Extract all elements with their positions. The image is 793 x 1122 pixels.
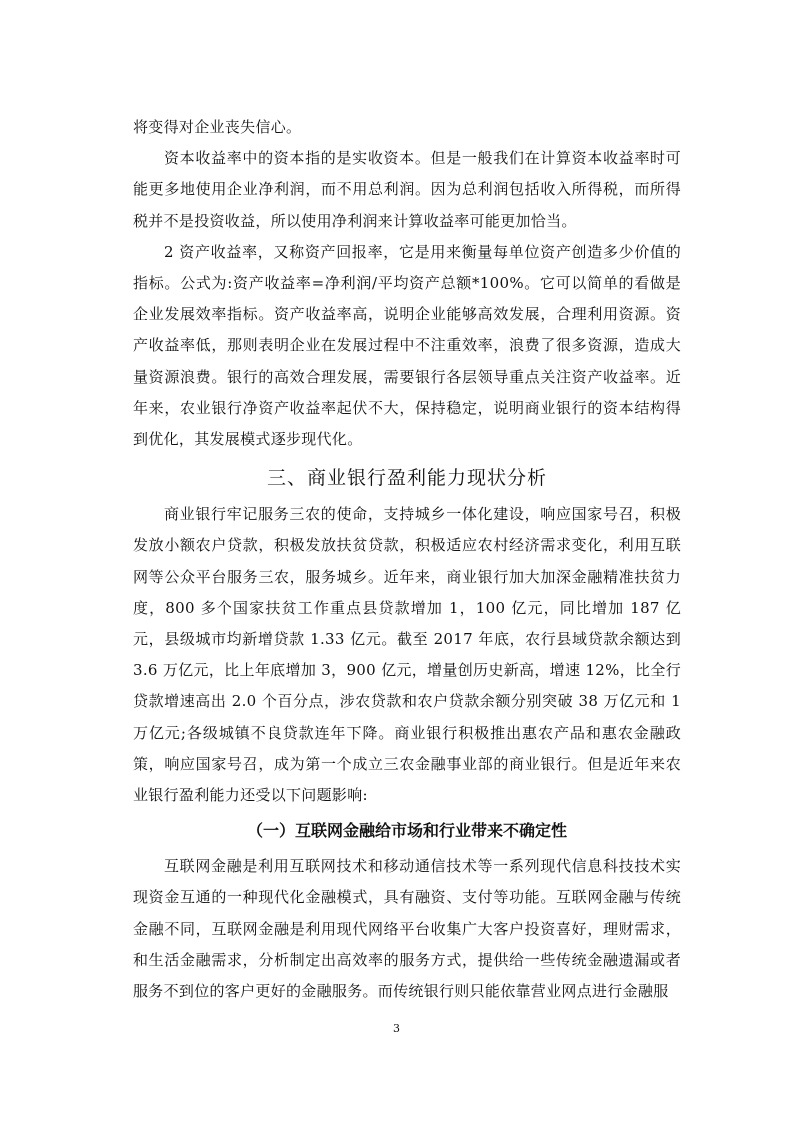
subsection-heading: （一）互联网金融给市场和行业带来不确定性	[246, 821, 567, 841]
document-body	[133, 112, 681, 1007]
page-number: 3	[393, 1022, 400, 1035]
section-heading: 三、商业银行盈利能力现状分析	[266, 467, 547, 490]
paragraph-capital-return: 资本收益率中的资本指的是实收资本。但是一般我们在计算资本收益率时可能更多地使用企业净利润，而不用总利润。因为总利润包括收入所得税，而所得税并不是投资收益，所以使用净利润来计算收益率可能更加恰当。	[133, 149, 681, 230]
paragraph-continuation: 将变得对企业丧失信心。	[133, 118, 302, 136]
paragraph-asset-return: 2 资产收益率，又称资产回报率，它是用来衡量每单位资产创造多少价值的指标。公式为:资产收益率=净利润/平均资产总额*100%。它可以简单的看做是企业发展效率指标。资产收益率高，说明企业能够高效发展，合理利用资源。资产收益率低，那则表明企业在发展过程中不注重效率，浪费了很多资源，造成大量资源浪费。银行的高效合理发展，需要银行各层领导重点关注资产收益率。近年来，农业银行净资产收益率起伏不大，保持稳定，说明商业银行的资本结构得到优化，其发展模式逐步现代化。	[133, 242, 681, 449]
paragraph-internet-finance: 互联网金融是利用互联网技术和移动通信技术等一系列现代信息科技技术实现资金互通的一种现代化金融模式，具有融资、支付等功能。互联网金融与传统金融不同，互联网金融是利用现代网络平台收集广大客户投资喜好，理财需求，和生活金融需求，分析制定出高效率的服务方式，提供给一些传统金融遗漏或者服务不到位的客户更好的金融服务。而传统银行则只能依靠营业网点进行金融服	[133, 857, 681, 1001]
paragraph-profitability-status: 商业银行牢记服务三农的使命，支持城乡一体化建设，响应国家号召，积极发放小额农户贷款，积极发放扶贫贷款，积极适应农村经济需求变化，利用互联网等公众平台服务三农，服务城乡。近年来，商业银行加大加深金融精准扶贫力度，800 多个国家扶贫工作重点县贷款增加 1，100 亿元，同比增加 187 亿元，县级城市均新增贷款 1.33 亿元。截至 2017 年底，农行县域贷款余额达到 3.6 万亿元，比上年底增加 3，900 亿元，增量创历史新高，增速 12%，比全行贷款增速高出 2.0 个百分点，涉农贷款和农户贷款余额分别突破 38 万亿元和 1 万亿元;各级城镇不良贷款连年下降。商业银行积极推出惠农产品和惠农金融政策，响应国家号召，成为第一个成立三农金融事业部的商业银行。但是近年来农业银行盈利能力还受以下问题影响:	[133, 505, 681, 805]
